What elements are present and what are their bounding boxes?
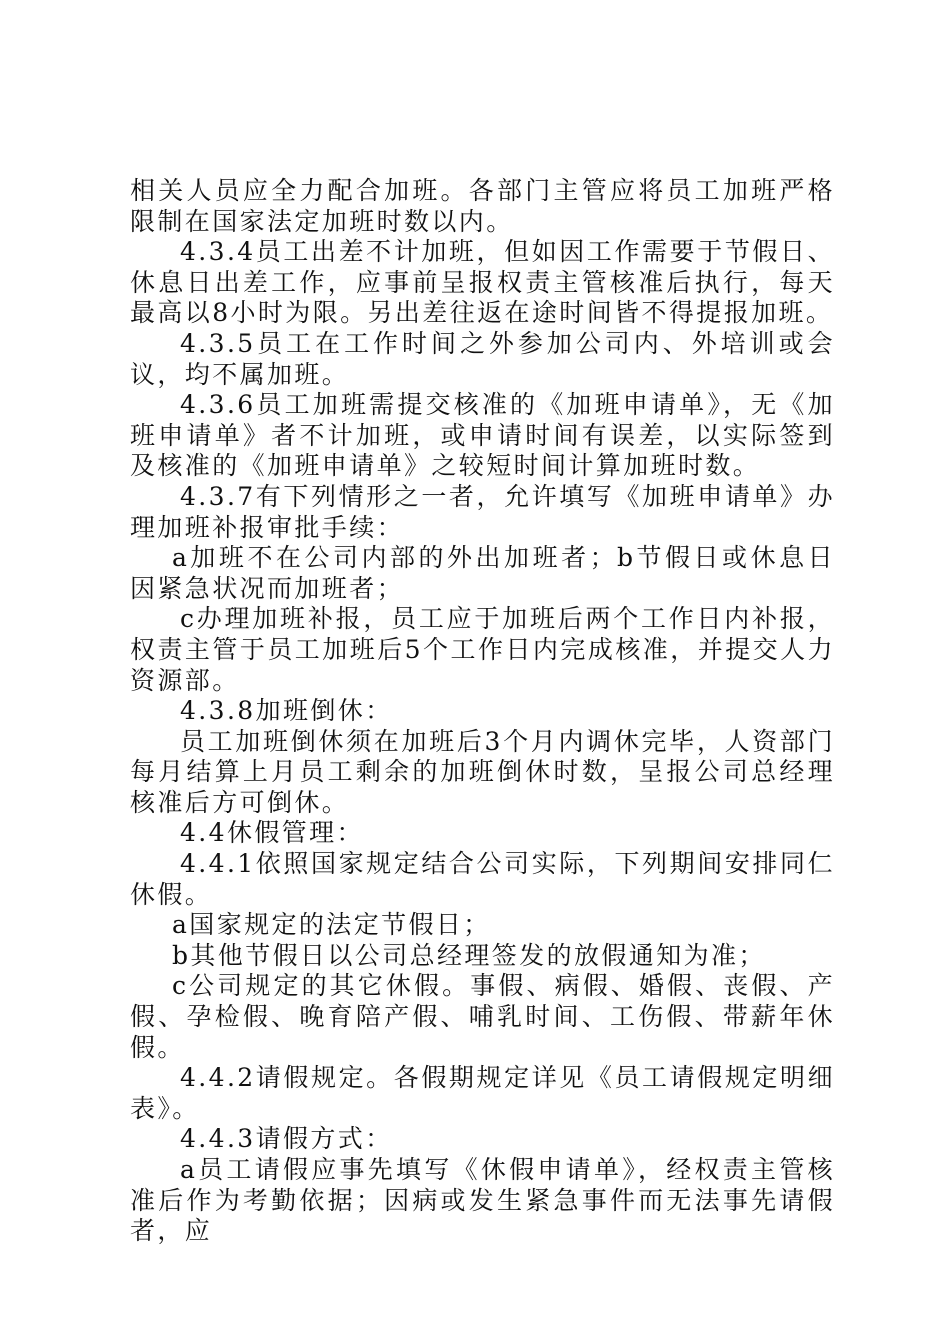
paragraph-4-3-7-item-c: c办理加班补报，员工应于加班后两个工作日内补报，权责主管于员工加班后5个工作日内完成核准，并提交人力资源部。 [130,604,835,695]
paragraph-4-3-8-body: 员工加班倒休须在加班后3个月内调休完毕，人资部门每月结算上月员工剩余的加班倒休时数，呈报公司总经理核准后方可倒休。 [130,726,835,817]
paragraph-4-4-1-item-b: b其他节假日以公司总经理签发的放假通知为准； [172,940,766,970]
paragraph-4-3-4: 4.3.4员工出差不计加班，但如因工作需要于节假日、休息日出差工作，应事前呈报权责主管核准后执行，每天最高以8小时为限。另出差往返在途时间皆不得提报加班。 [130,237,835,328]
section-heading-4-4: 4.4休假管理： [180,818,364,848]
paragraph-4-4-3-item-a: a员工请假应事先填写《休假申请单》，经权责主管核准后作为考勤依据；因病或发生紧急事件而无法事先请假者，应 [130,1155,835,1246]
paragraph-4-4-3-heading: 4.4.3请假方式： [180,1124,393,1154]
paragraph-overtime-cooperation: 相关人员应全力配合加班。各部门主管应将员工加班严格限制在国家法定加班时数以内。 [130,176,835,236]
paragraph-4-4-1-item-c: c公司规定的其它休假。事假、病假、婚假、丧假、产假、孕检假、晚育陪产假、哺乳时间、工伤假、带薪年休假。 [130,971,835,1062]
document-body [130,176,835,1247]
paragraph-4-4-2: 4.4.2请假规定。各假期规定详见《员工请假规定明细表》。 [130,1063,835,1123]
paragraph-4-3-7-items-ab: a加班不在公司内部的外出加班者；b节假日或休息日因紧急状况而加班者； [130,543,835,603]
paragraph-4-3-8-heading: 4.3.8加班倒休： [180,696,393,726]
paragraph-4-3-7: 4.3.7有下列情形之一者，允许填写《加班申请单》办理加班补报审批手续： [130,481,835,542]
paragraph-4-3-6: 4.3.6员工加班需提交核准的《加班申请单》，无《加班申请单》者不计加班，或申请时间有误差，以实际签到及核准的《加班申请单》之较短时间计算加班时数。 [130,390,835,481]
paragraph-4-4-1-item-a: a国家规定的法定节假日； [172,910,491,940]
paragraph-4-4-1: 4.4.1依照国家规定结合公司实际，下列期间安排同仁休假。 [130,849,835,909]
paragraph-4-3-5: 4.3.5员工在工作时间之外参加公司内、外培训或会议，均不属加班。 [130,328,835,389]
